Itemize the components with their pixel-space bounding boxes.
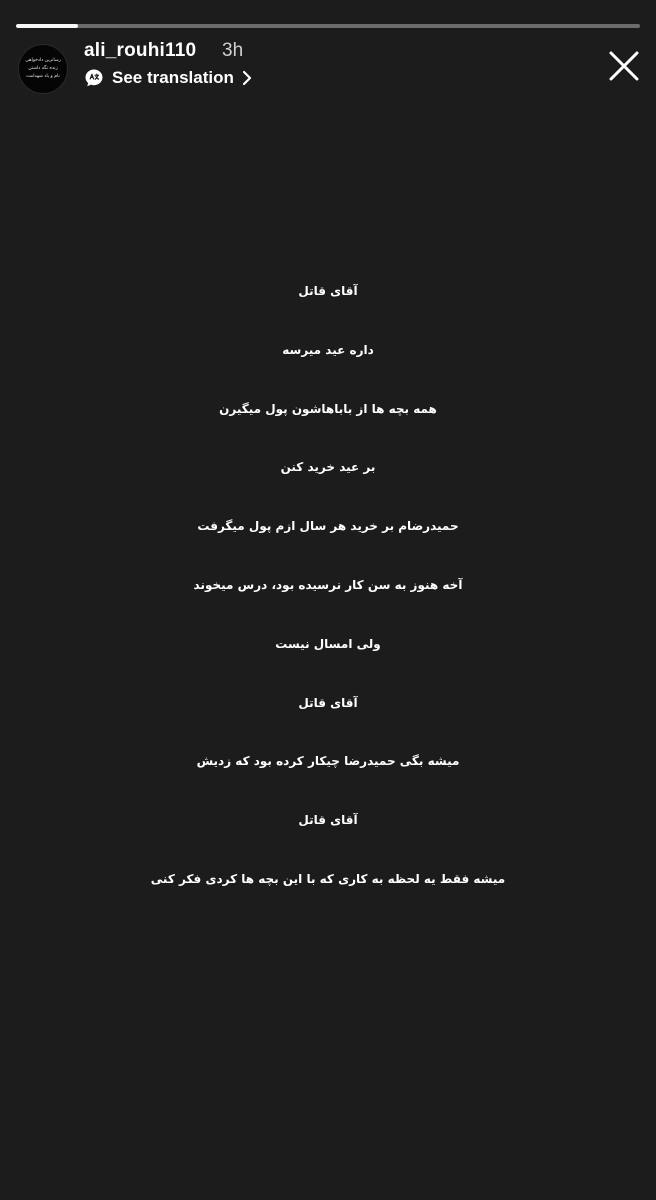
close-icon <box>608 50 640 87</box>
story-text-line: میشه بگی حمیدرضا چیکار کرده بود که زدیش <box>196 754 460 769</box>
see-translation-label: See translation <box>112 68 234 87</box>
story-text-line: آخه هنوز به سن کار نرسیده بود، درس میخوند <box>193 577 463 592</box>
see-translation-button[interactable] <box>84 67 252 89</box>
story-text-line: بر عید خرید کنن <box>280 460 376 475</box>
username[interactable]: ali_rouhi110 <box>84 40 197 61</box>
story-progress-fill <box>16 24 78 28</box>
avatar-text-line: زنده نگه داشتن <box>28 66 58 71</box>
story-text-line: ولی امسال نیست <box>275 636 381 651</box>
story-text-line: آقای قاتل <box>298 695 358 710</box>
avatar-text-line: نام و یاد شهدامت <box>26 74 60 79</box>
story-text-line: آقای قاتل <box>298 284 358 298</box>
post-time: 3h <box>222 40 244 61</box>
translate-icon <box>84 68 104 88</box>
avatar-text-line: رسانزین دادخواهی <box>25 58 61 63</box>
chevron-right-icon <box>242 70 252 86</box>
close-button[interactable] <box>604 48 644 88</box>
story-text-line: آقای قاتل <box>298 813 358 828</box>
story-text-line: داره عید میرسه <box>282 342 374 357</box>
story-text-line: میشه فقط یه لحظه به کاری که با این بچه ها کردی فکر کنی <box>150 871 506 886</box>
story-text-line: حمیدرضام بر خرید هر سال ازم پول میگرفت <box>197 519 459 534</box>
story-text <box>0 262 656 909</box>
avatar[interactable] <box>18 44 68 94</box>
story-text-line: همه بچه ها از باباهاشون پول میگیرن <box>219 401 437 416</box>
story-progress-bar <box>16 24 640 28</box>
